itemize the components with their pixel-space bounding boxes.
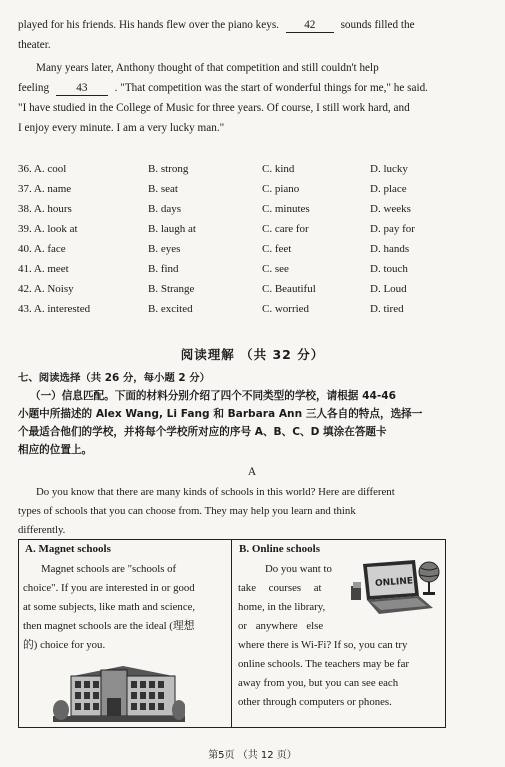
option-row: 37. A. name B. seat C. piano D. place <box>18 183 407 195</box>
instruction-line: （一）信息匹配。下面的材料分别介绍了四个不同类型的学校，请根据 44-46 <box>30 390 396 402</box>
online-sign-label: ONLINE <box>374 576 414 589</box>
blank-43: 43 <box>56 81 108 96</box>
part-title: 七、阅读选择（共 26 分，每小题 2 分） <box>18 372 211 384</box>
option-row: 41. A. meet B. find C. see D. touch <box>18 263 408 275</box>
intro-line: types of schools that you can choose from. They may help you learn and think <box>18 505 356 517</box>
passage-letter: A <box>247 466 258 478</box>
school-building-image <box>53 664 185 724</box>
blank-42: 42 <box>286 18 334 33</box>
instruction-line: 小题中所描述的 Alex Wang, Li Fang 和 Barbara Ann 三人各自的特点，选择一 <box>18 408 423 420</box>
schools-table <box>18 539 446 728</box>
online-title: B. Online schools <box>239 543 320 555</box>
option-row: 39. A. look at B. laugh at C. care for D. pay for <box>18 223 415 235</box>
option-row: 36. A. cool B. strong C. kind D. lucky <box>18 163 408 175</box>
page-footer: 第5页 （共 12 页） <box>208 750 297 761</box>
option-row: 38. A. hours B. days C. minutes D. weeks <box>18 203 411 215</box>
intro-line: Do you know that there are many kinds of schools in this world? Here are different <box>36 486 395 498</box>
magnet-title: A. Magnet schools <box>25 543 111 555</box>
online-line: where there is Wi-Fi? If so, you can try <box>238 639 408 651</box>
online-line: or anywhere else <box>238 620 324 632</box>
online-line: other through computers or phones. <box>238 696 392 708</box>
online-laptop-image <box>349 558 443 618</box>
online-line: take courses at <box>238 582 322 594</box>
magnet-line: choice". If you are interested in or good <box>23 582 195 594</box>
intro-line: differently. <box>18 524 66 536</box>
passage-line-6: I enjoy every minute. I am a very lucky man." <box>18 122 225 134</box>
magnet-line: Magnet schools are "schools of <box>41 563 177 575</box>
section-title: 阅读理解 （共 32 分） <box>180 347 325 362</box>
magnet-line: at some subjects, like math and science, <box>23 601 196 613</box>
online-line: online schools. The teachers may be far <box>238 658 409 670</box>
instruction-line: 相应的位置上。 <box>18 444 93 456</box>
option-row: 40. A. face B. eyes C. feet D. hands <box>18 243 410 255</box>
passage-line-5: "I have studied in the College of Music for three years. Of course, I still work hard, and <box>18 102 410 114</box>
online-line: home, in the library, <box>238 601 326 613</box>
passage-line-2: theater. <box>18 39 51 51</box>
magnet-line: then magnet schools are the ideal (理想 <box>23 620 195 632</box>
online-line: away from you, but you can see each <box>238 677 399 689</box>
option-row: 43. A. interested B. excited C. worried D. tired <box>18 303 404 315</box>
passage-line-4: feeling 43 . "That competition was the start of wonderful things for me," he said. <box>18 82 428 94</box>
passage-line-1: played for his friends. His hands flew over the piano keys. 42 sounds filled the <box>18 19 415 31</box>
online-line: Do you want to <box>265 563 332 575</box>
passage-line-3: Many years later, Anthony thought of that competition and still couldn't help <box>36 62 379 74</box>
column-divider <box>231 540 232 727</box>
option-row: 42. A. Noisy B. Strange C. Beautiful D. Loud <box>18 283 407 295</box>
instruction-line: 个最适合他们的学校，并将每个学校所对应的序号 A、B、C、D 填涂在答题卡 <box>18 426 387 438</box>
magnet-line: 的) choice for you. <box>23 639 106 651</box>
